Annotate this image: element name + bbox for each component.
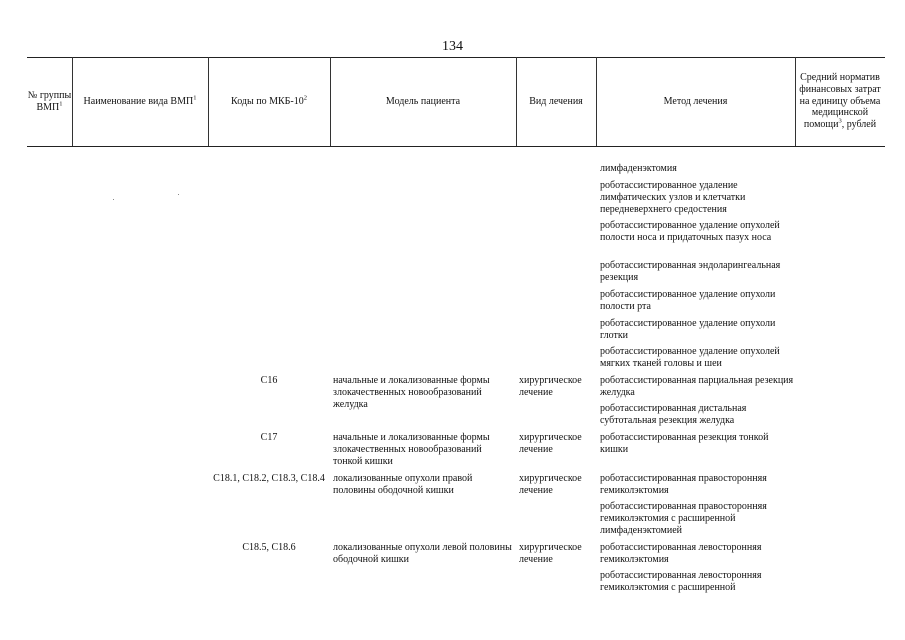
icd-code-cell: C16 (260, 375, 278, 386)
method-item: роботассистированное удаление опухолей мягких тканей головы и шеи (600, 346, 780, 369)
page-number: 134 (442, 39, 463, 54)
method-item: роботассистированная дистальная субтотальная резекция желудка (600, 403, 747, 426)
method-item: роботассистированное удаление опухолей полости носа и придаточных пазух носа (600, 220, 780, 243)
icd-code-cell: C17 (260, 432, 278, 443)
scan-speck (113, 199, 114, 200)
scan-speck (178, 194, 179, 195)
patient-model-cell: начальные и локализованные формы злокачественных новообразований желудка (333, 375, 490, 410)
treatment-type-cell: хирургическое лечение (519, 432, 582, 455)
method-item: роботассистированная эндоларингеальная резекция (600, 260, 781, 283)
patient-model-cell: начальные и локализованные формы злокачественных новообразований тонкой кишки (333, 432, 490, 467)
header-average-cost: Средний норматив финансовых затрат на единицу объема медицинской помощи$^3$, рублей (799, 72, 881, 131)
header-treatment-type: Вид лечения (529, 95, 583, 107)
icd-code-cell: C18.1, C18.2, C18.3, C18.4 (213, 473, 325, 484)
header-group-number: № группы ВМП$^1$ (27, 89, 72, 113)
method-item: роботассистированная левосторонняя гемиколэктомия (600, 542, 762, 565)
header-bottom-rule (27, 146, 885, 147)
method-item: роботассистированная левосторонняя гемиколэктомия с расширенной (600, 570, 762, 593)
method-item: лимфаденэктомия (600, 163, 677, 174)
patient-model-cell: локализованные опухоли правой половины ободочной кишки (333, 473, 473, 496)
method-item: роботассистированная правосторонняя гемиколэктомия (600, 473, 767, 496)
header-treatment-method: Метод лечения (663, 95, 728, 107)
method-item: роботассистированная правосторонняя гемиколэктомия с расширенной лимфаденэктомией (600, 501, 767, 536)
treatment-type-cell: хирургическое лечение (519, 375, 582, 398)
method-item: роботассистированное удаление лимфатических узлов и клетчатки передневерхнего средостения (600, 180, 746, 215)
icd-code-cell: C18.5, C18.6 (242, 542, 296, 553)
header-icd-codes: Коды по МКБ-$10^2$ (231, 94, 307, 107)
method-item: роботассистированная резекция тонкой кишки (600, 432, 769, 455)
treatment-type-cell: хирургическое лечение (519, 473, 582, 496)
method-item: роботассистированная парциальная резекция желудка (600, 375, 794, 398)
treatment-type-cell: хирургическое лечение (519, 542, 582, 565)
header-patient-model: Модель пациента (385, 95, 461, 107)
patient-model-cell: локализованные опухоли левой половины ободочной кишки (333, 542, 512, 565)
header-care-type-name: Наименование вида ВМП$^1$ (83, 94, 197, 107)
method-item: роботассистированное удаление опухоли полости рта (600, 289, 776, 312)
method-item: роботассистированное удаление опухоли глотки (600, 318, 776, 341)
